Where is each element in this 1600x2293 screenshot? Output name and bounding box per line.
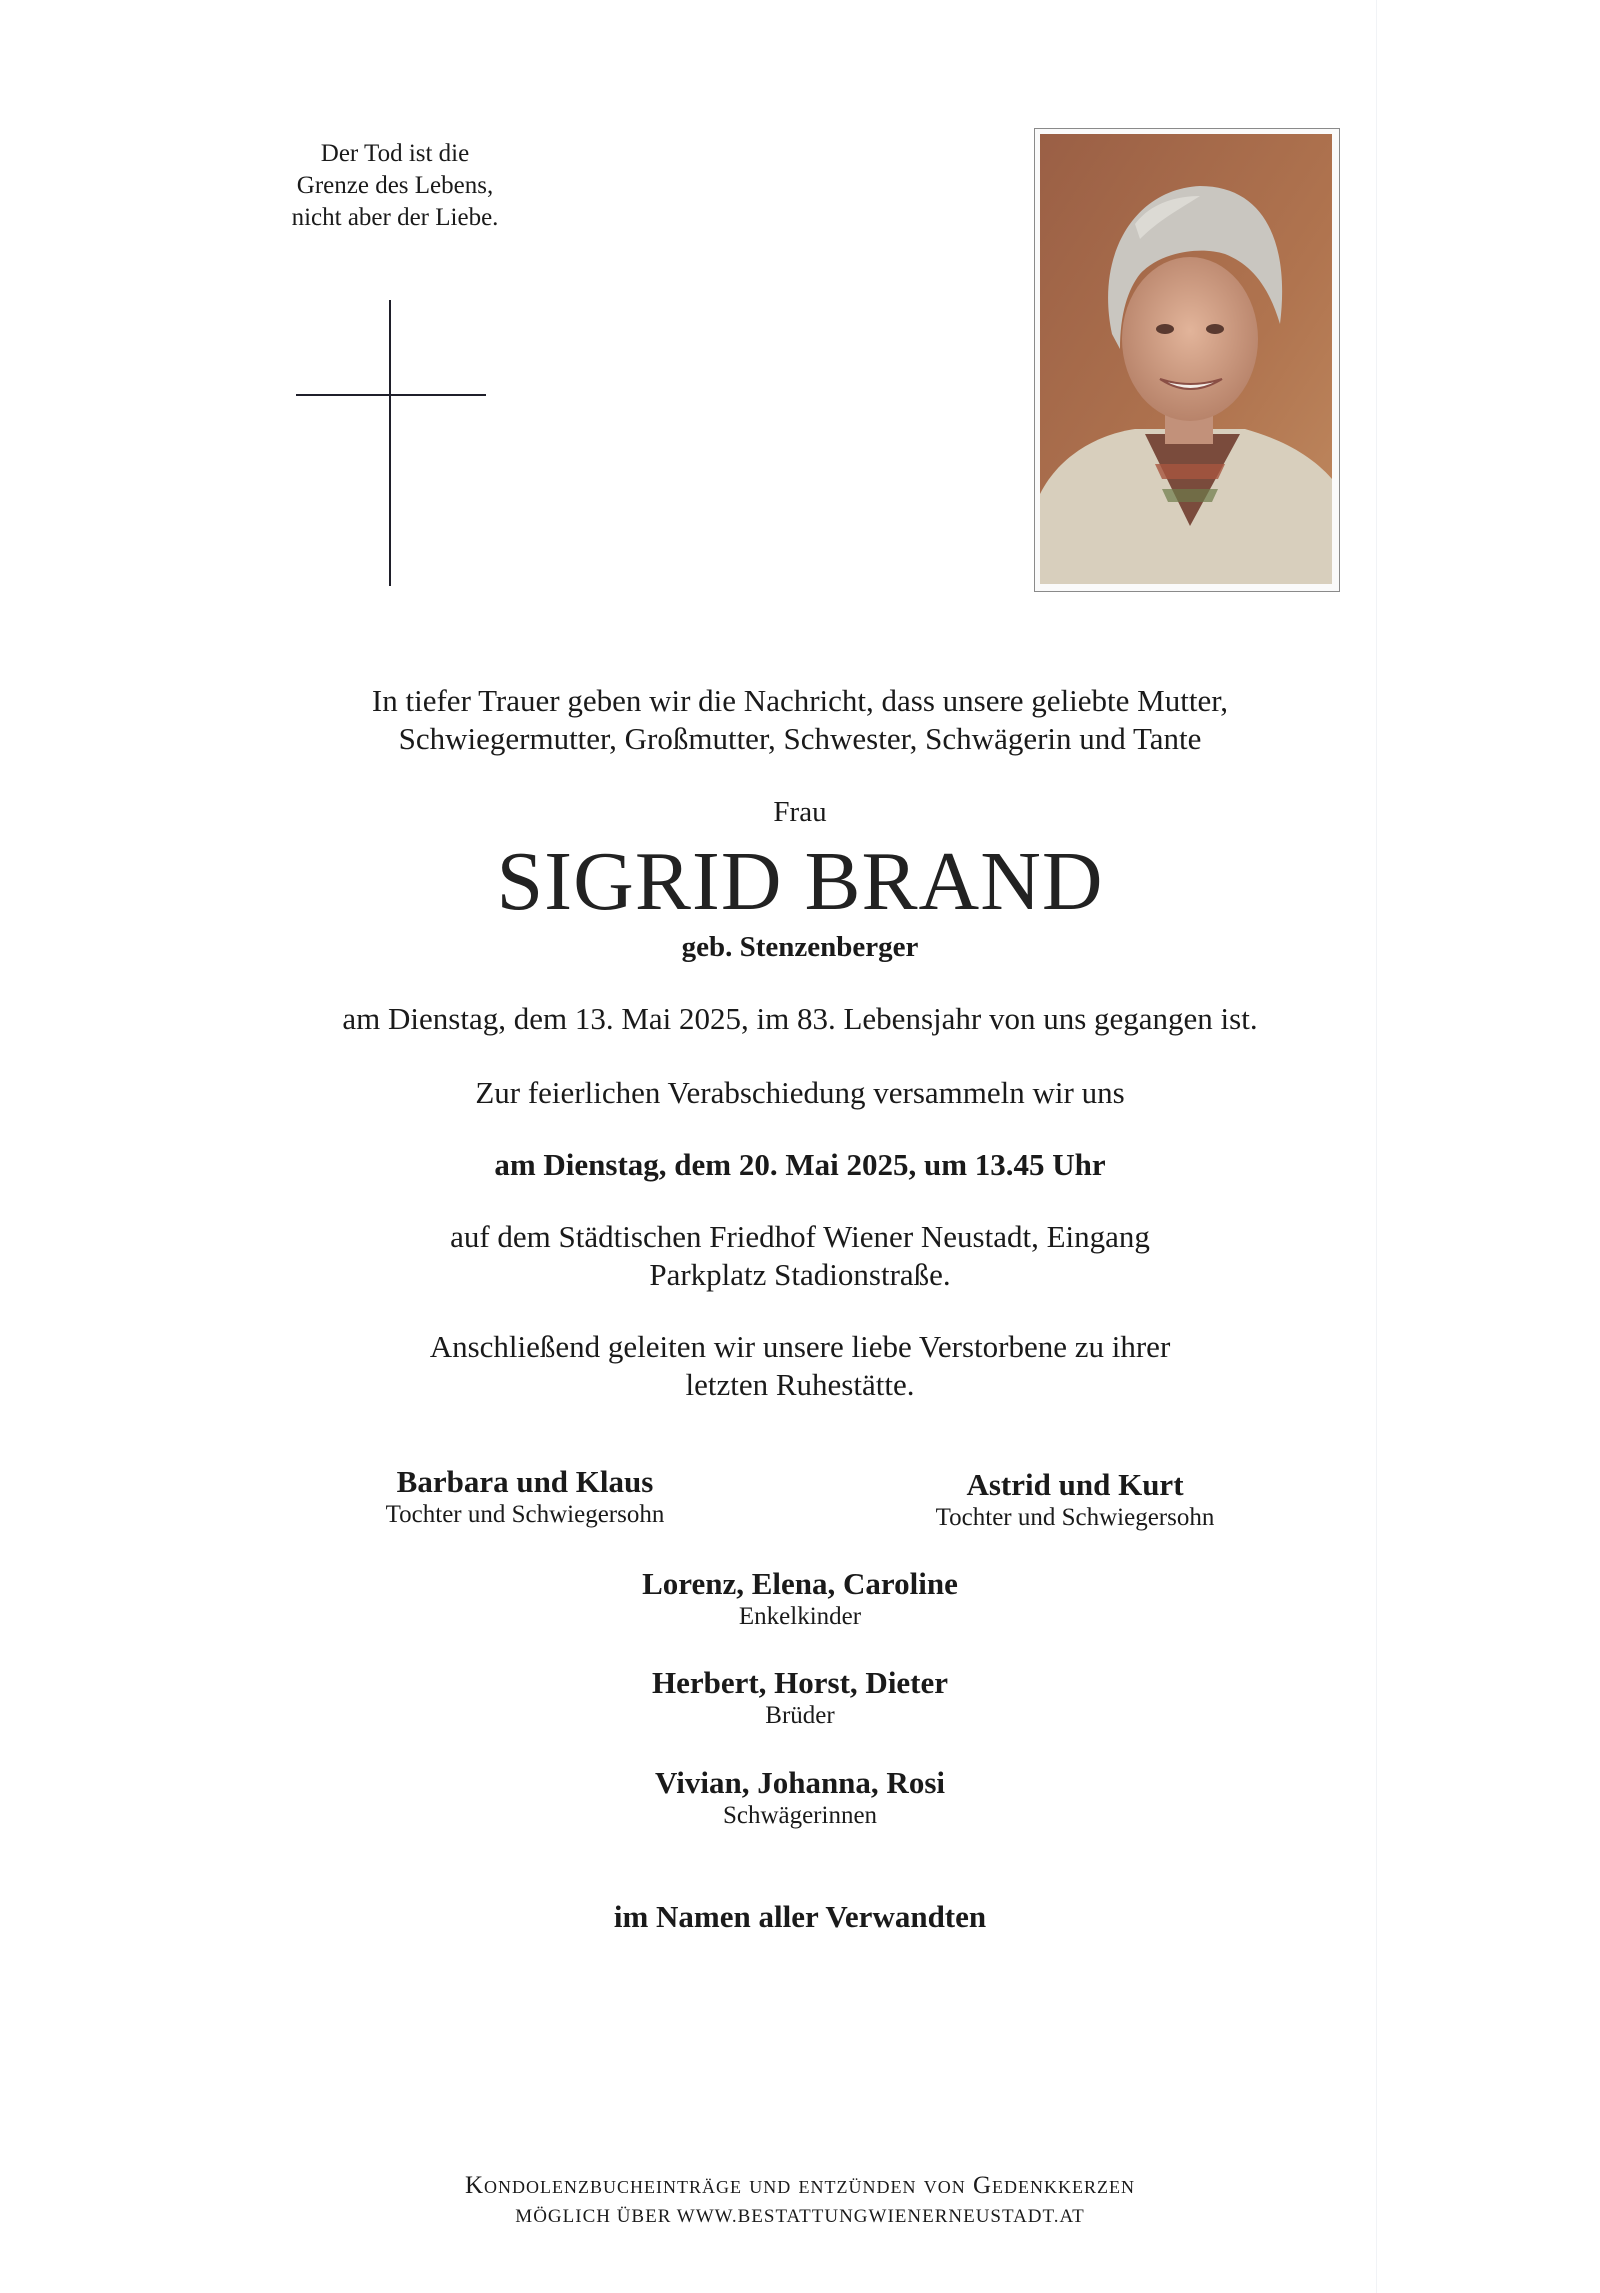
family-names: Herbert, Horst, Dieter [651,1665,949,1700]
page-edge-divider [1376,0,1377,2293]
family-relation: Schwägerinnen [722,1802,878,1829]
portrait-photo-frame [1034,128,1340,592]
family-names: Lorenz, Elena, Caroline [642,1566,958,1601]
eye-left [1156,324,1174,334]
family-names: Barbara und Klaus [396,1464,654,1499]
cross-horizontal-bar [296,394,486,396]
family-names: Vivian, Johanna, Rosi [655,1765,945,1800]
intro-line-2: Schwiegermutter, Großmutter, Schwester, Schwägerin und Tante [398,721,1202,756]
salutation: Frau [773,796,827,828]
family-entry [340,1464,710,1530]
location-line-1: auf dem Städtischen Friedhof Wiener Neustadt, Eingang [450,1219,1150,1254]
announcement-intro [240,682,1360,758]
intro-line-1: In tiefer Trauer geben wir die Nachricht, dass unsere geliebte Mutter, [371,683,1229,718]
portrait-photo [1040,134,1332,584]
family-relation: Tochter und Schwiegersohn [935,1504,1215,1531]
eye-right [1206,324,1224,334]
maiden-name: geb. Stenzenberger [681,931,919,963]
ceremony-location [240,1218,1360,1294]
motto-line-2: Grenze des Lebens, [296,172,494,199]
footer-note [300,2170,1300,2232]
sweater-stripe [1162,489,1218,502]
family-names: Astrid und Kurt [966,1467,1184,1502]
motto-quote [200,138,590,234]
sweater-stripe [1155,464,1225,479]
footer-line-1: Kondolenzbucheinträge und entzünden von Gedenkkerzen [464,2172,1136,2199]
family-entry [560,1566,1040,1632]
death-date-line: am Dienstag, dem 13. Mai 2025, im 83. Lebensjahr von uns gegangen ist. [342,1001,1258,1036]
ceremony-datetime: am Dienstag, dem 20. Mai 2025, um 13.45 Uhr [494,1147,1106,1182]
motto-line-1: Der Tod ist die [320,140,470,167]
family-entry [560,1665,1040,1731]
deceased-name: SIGRID BRAND [496,835,1104,928]
family-entry [560,1765,1040,1831]
family-relation: Tochter und Schwiegersohn [385,1501,665,1528]
motto-line-3: nicht aber der Liebe. [291,204,499,231]
cross-icon [296,300,486,586]
cross-vertical-bar [389,300,391,586]
closing-line: im Namen aller Verwandten [613,1899,987,1934]
ceremony-gather: Zur feierlichen Verabschiedung versammeln wir uns [475,1075,1125,1110]
family-entry [890,1467,1260,1533]
family-relation: Enkelkinder [738,1603,862,1630]
family-relation: Brüder [765,1702,835,1729]
burial-line-2: letzten Ruhestätte. [685,1367,915,1402]
location-line-2: Parkplatz Stadionstraße. [649,1257,951,1292]
burial-line-1: Anschließend geleiten wir unsere liebe Verstorbene zu ihrer [429,1329,1171,1364]
burial-note [240,1328,1360,1404]
face-shape [1122,257,1258,421]
footer-line-2: MÖGLICH ÜBER WWW.BESTATTUNGWIENERNEUSTADT.AT [515,2206,1085,2227]
